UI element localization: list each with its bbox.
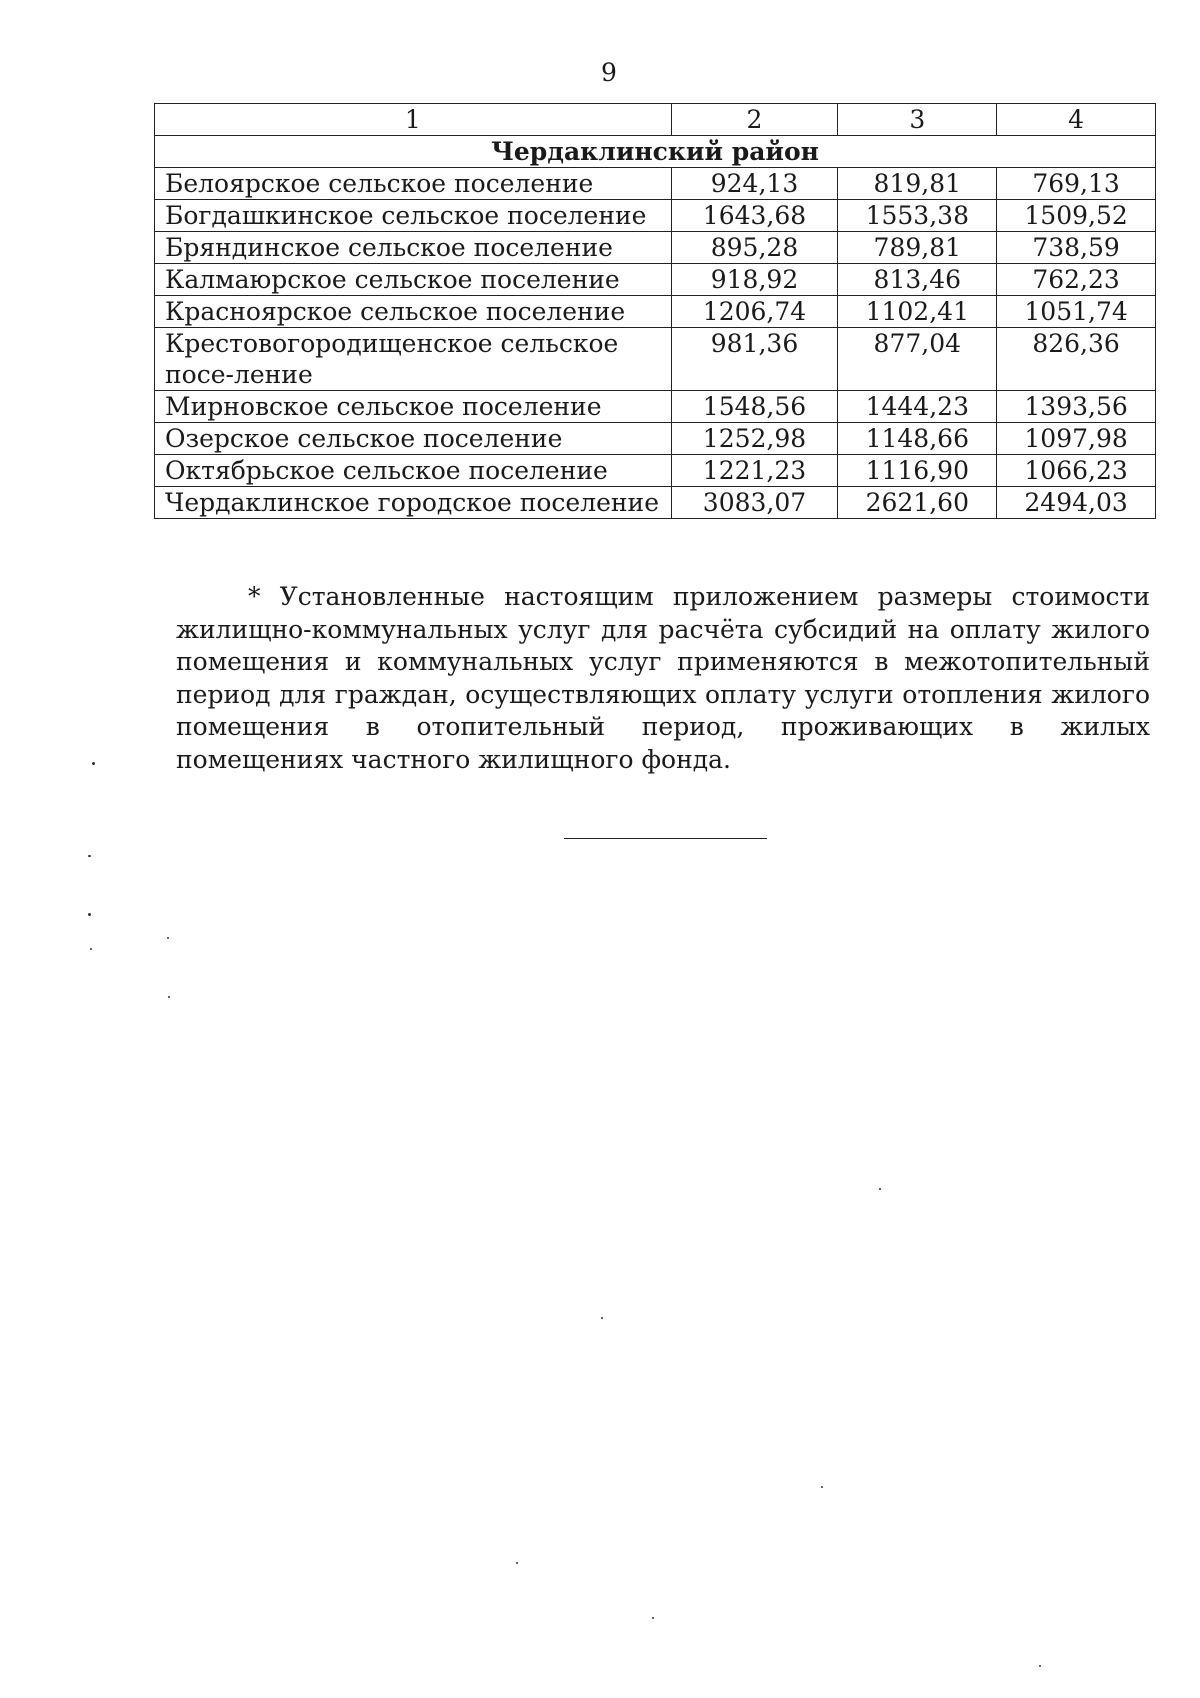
table-row (155, 455, 1156, 487)
scan-speck (821, 1486, 823, 1488)
scan-speck (167, 937, 169, 939)
column-header-1: 1 (155, 104, 672, 136)
column-header-4: 4 (997, 104, 1156, 136)
row-value-4: 1509,52 (997, 200, 1156, 232)
row-value-3: 819,81 (838, 168, 997, 200)
table-row (155, 168, 1156, 200)
row-value-2: 981,36 (671, 328, 838, 391)
scan-speck (652, 1617, 654, 1619)
row-value-3: 1444,23 (838, 391, 997, 423)
row-value-4: 1097,98 (997, 423, 1156, 455)
row-name: Красноярское сельское поселение (155, 296, 672, 328)
scan-speck (88, 855, 91, 857)
row-name: Чердаклинское городское поселение (155, 487, 672, 519)
row-name: Калмаюрское сельское поселение (155, 264, 672, 296)
footnote: * Установленные настоящим приложением размеры стоимости жилищно-коммунальных услуг для расчёта субсидий на оплату жилого помещения и коммунальных услуг применяются в межотопительный период для граждан, осуществляющих оплату услуги отопления жилого помещения в отопительный период, проживающих в жилых помещениях частного жилищного фонда. (176, 582, 1150, 774)
table-row (155, 296, 1156, 328)
row-name: Крестовогородищенское сельское посе-ление (155, 328, 672, 391)
scan-speck (1039, 1665, 1041, 1667)
row-value-2: 3083,07 (671, 487, 838, 519)
column-header-3: 3 (838, 104, 997, 136)
row-name: Бряндинское сельское поселение (155, 232, 672, 264)
scan-speck (168, 996, 170, 998)
row-value-2: 1643,68 (671, 200, 838, 232)
table-row (155, 232, 1156, 264)
section-row (155, 136, 1156, 168)
table-header-row (155, 104, 1156, 136)
row-value-3: 813,46 (838, 264, 997, 296)
row-value-4: 1393,56 (997, 391, 1156, 423)
row-value-4: 2494,03 (997, 487, 1156, 519)
row-value-4: 1051,74 (997, 296, 1156, 328)
column-header-2: 2 (671, 104, 838, 136)
row-value-3: 1553,38 (838, 200, 997, 232)
row-value-2: 1252,98 (671, 423, 838, 455)
row-value-2: 895,28 (671, 232, 838, 264)
table-row (155, 423, 1156, 455)
row-value-4: 826,36 (997, 328, 1156, 391)
row-value-4: 769,13 (997, 168, 1156, 200)
table-row (155, 487, 1156, 519)
row-value-3: 789,81 (838, 232, 997, 264)
row-value-2: 918,92 (671, 264, 838, 296)
row-value-2: 1548,56 (671, 391, 838, 423)
scan-speck (88, 913, 91, 916)
row-value-2: 924,13 (671, 168, 838, 200)
row-value-4: 1066,23 (997, 455, 1156, 487)
row-value-3: 2621,60 (838, 487, 997, 519)
row-name: Белоярское сельское поселение (155, 168, 672, 200)
end-of-document-rule (564, 838, 767, 839)
scan-speck (601, 1317, 603, 1319)
row-name: Мирновское сельское поселение (155, 391, 672, 423)
row-name: Богдашкинское сельское поселение (155, 200, 672, 232)
row-value-3: 1102,41 (838, 296, 997, 328)
scan-speck (90, 948, 92, 950)
row-value-2: 1221,23 (671, 455, 838, 487)
row-value-4: 738,59 (997, 232, 1156, 264)
row-value-3: 1148,66 (838, 423, 997, 455)
table-row (155, 200, 1156, 232)
row-name: Озерское сельское поселение (155, 423, 672, 455)
row-value-3: 877,04 (838, 328, 997, 391)
page-number: 9 (601, 58, 617, 87)
table-row (155, 328, 1156, 391)
table-row (155, 264, 1156, 296)
scan-speck (92, 762, 95, 765)
table-row (155, 391, 1156, 423)
settlement-cost-table (154, 103, 1156, 519)
scan-speck (516, 1562, 518, 1564)
row-value-3: 1116,90 (838, 455, 997, 487)
row-name: Октябрьское сельское поселение (155, 455, 672, 487)
scan-speck (879, 1188, 881, 1190)
row-value-2: 1206,74 (671, 296, 838, 328)
section-title: Чердаклинский район (155, 136, 1156, 168)
row-value-4: 762,23 (997, 264, 1156, 296)
